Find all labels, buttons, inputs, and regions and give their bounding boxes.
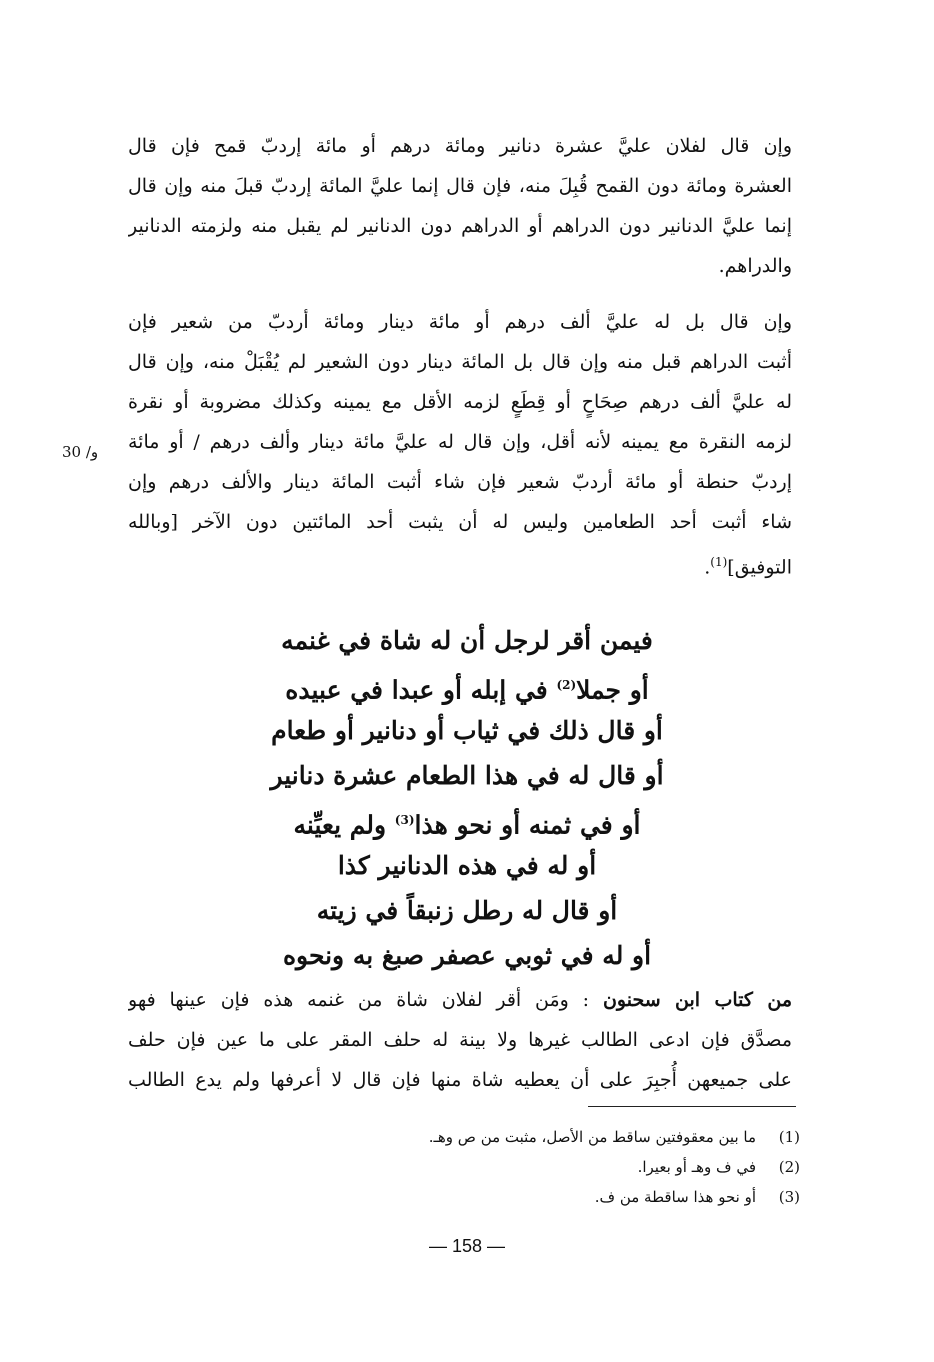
paragraph-3-line — [128, 980, 792, 1020]
paragraph-2-line — [128, 542, 792, 582]
footnote — [200, 1182, 800, 1212]
paragraph-2 — [128, 302, 792, 582]
heading-line: فيمن أقر لرجل أن له شاة في غنمه — [281, 626, 653, 655]
paragraph-3-text: : ومَن أقر لفلان شاة من غنمه هذه فإن عينها فهو — [128, 989, 603, 1011]
footnote-number: (3) — [778, 1188, 800, 1206]
footnote-ref-1: (1) — [710, 555, 728, 569]
paragraph-3-line: على جميعهن أُجبِرَ على أن يعطيه شاة منها فإن قال لا أعرفها ولم يدع الطالب — [128, 1069, 792, 1091]
manuscript-folio-marker: 30 /و — [62, 443, 99, 461]
heading-line: أو قال ذلك في ثياب أو دنانير أو طعام — [271, 716, 663, 745]
heading-line — [200, 798, 734, 843]
footnote — [200, 1152, 800, 1182]
footnote-number: (2) — [778, 1158, 800, 1176]
footnote-number: (1) — [778, 1128, 800, 1146]
footnotes — [200, 1122, 800, 1212]
paragraph-2-line: له عليَّ ألف درهم صِحَاحٍ أو قِطَعٍ لزمه الأقل مع يمينه وكذلك مضروبة أو نقرة — [128, 391, 792, 413]
paragraph-2-last-text: التوفيق] — [727, 556, 792, 579]
paragraph-1-line: العشرة ومائة دون القمح قُبِلَ منه، فإن قال إنما عليَّ المائة إردبّ قبلَ منه وإن قال — [128, 175, 792, 197]
paragraph-2-line: وإن قال بل له عليَّ ألف درهم أو مائة دينار ومائة أردبّ من شعير فإن — [128, 311, 792, 333]
paragraph-2-line: إردبّ حنطة أو مائة أردبّ شعير فإن شاء أثبت المائة دينار والألف درهم وإن — [128, 471, 792, 493]
footnote-separator — [588, 1106, 796, 1107]
heading-line-part: أو جملا — [576, 675, 649, 705]
paragraph-3 — [128, 980, 792, 1100]
source-label: من كتاب ابن سحنون — [602, 989, 792, 1011]
heading-line-part: ولم يعيِّنه — [293, 810, 395, 840]
paragraph-1-line: إنما عليَّ الدنانير دون الدراهم أو الدراهم دون الدنانير لم يقبل منه ولزمته الدنانير — [128, 215, 792, 237]
footnote-text: في ف وهـ أو بعيرا. — [637, 1158, 756, 1176]
footnote-text: ما بين معقوفتين ساقط من الأصل، مثبت من ص وهـ. — [428, 1128, 756, 1146]
footnote-ref-3: (3) — [394, 813, 415, 827]
paragraph-1 — [128, 126, 792, 286]
heading-line-part: في إبله أو عبدا في عبيده — [285, 675, 557, 705]
page-number: — 158 — — [428, 1236, 506, 1256]
paragraph-1-line: والدراهم. — [718, 255, 792, 277]
footnote-ref-2: (2) — [556, 678, 577, 692]
heading-line: أو قال له رطل زنبقاً في زيته — [316, 896, 618, 925]
paragraph-2-line: أثبت الدراهم قبل منه وإن قال بل المائة دينار دون الشعير لم يُقْبَلْ منه، وإن قال — [128, 351, 792, 373]
paragraph-1-line: وإن قال لفلان عليَّ عشرة دنانير ومائة درهم أو مائة إردبّ قمح فإن قال — [128, 135, 792, 157]
paragraph-3-line: مصدَّق فإن ادعى الطالب غيرها ولا بينة له حلف المقر على ما عين فإن حلف — [128, 1029, 792, 1051]
section-heading — [200, 618, 734, 978]
heading-line: أو قال له في هذا الطعام عشرة دنانير — [270, 761, 664, 790]
footnote — [200, 1122, 800, 1152]
paragraph-2-period: . — [704, 556, 711, 579]
paragraph-2-line: لزمه النقرة مع يمينه لأنه أقل، وإن قال له عليَّ مائة دينار وألف درهم / أو مائة — [128, 431, 792, 453]
heading-line: أو له في هذه الدنانير كذا — [337, 851, 597, 880]
heading-line: أو له في ثوبي عصفر صبغ به ونحوه — [282, 941, 652, 970]
heading-line — [200, 663, 734, 708]
paragraph-2-line: شاء أثبت أحد الطعامين وليس له أن يثبت أحد المائتين دون الآخر [وبالله — [128, 511, 792, 533]
footnote-text: أو نحو هذا ساقطة من ف. — [594, 1188, 756, 1206]
heading-line-part: أو في ثمنه أو نحو هذا — [414, 810, 641, 840]
